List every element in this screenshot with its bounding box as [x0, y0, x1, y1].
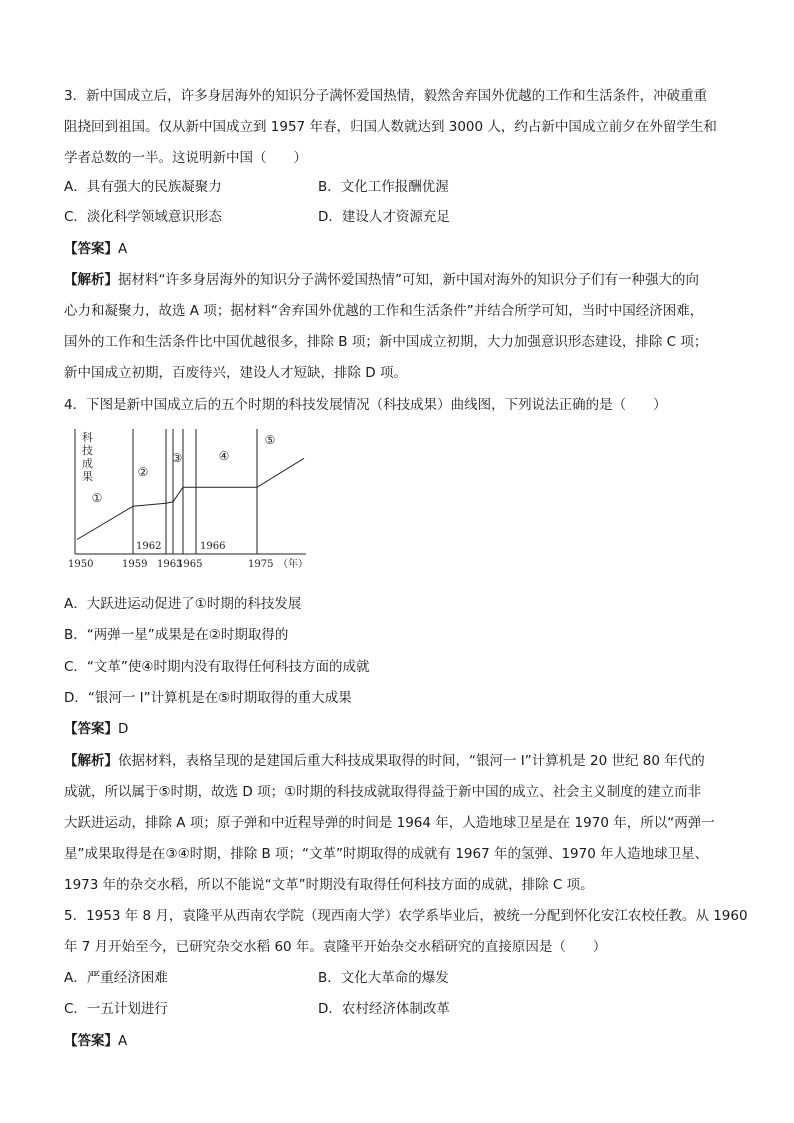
x-tick-1975: 1975 — [248, 559, 274, 570]
q3-analysis-line-4: 新中国成立初期，百废待兴，建设人才短缺，排除 D 项。 — [64, 365, 407, 381]
q4-analysis-line-2: 成就，所以属于⑤时期，故选 D 项；①时期的科技成就取得得益于新中国的成立、社会主义制度的建立而非 — [64, 784, 702, 800]
x-axis-title: （年） — [278, 559, 308, 570]
q4-stem: 4．下图是新中国成立后的五个时期的科技发展情况（科技成果）曲线图，下列说法正确的是（ ） — [64, 397, 667, 413]
q5-option-a: A．严重经济困难 — [64, 970, 168, 986]
answer-label: 【答案】 — [64, 721, 118, 737]
answer-value: D — [118, 721, 129, 737]
x-tick-1959: 1959 — [122, 559, 148, 570]
y-axis-label — [82, 430, 93, 483]
q3-option-a: A．具有强大的民族凝聚力 — [64, 179, 222, 195]
answer-label: 【答案】 — [64, 241, 118, 257]
q5-option-d: D．农村经济体制改革 — [318, 1001, 450, 1017]
q3-stem-line-2: 阻挠回到祖国。仅从新中国成立到 1957 年春，归国人数就达到 3000 人，约占新中国成立前夕在外留学生和 — [64, 119, 717, 135]
q5-stem-line-2: 年 7 月开始至今，已研究杂交水稻 60 年。袁隆平开始杂交水稻研究的直接原因是（ ） — [64, 939, 607, 955]
period-boundaries — [133, 429, 257, 554]
q3-option-b: B．文化工作报酬优渥 — [318, 179, 449, 195]
x-tick-1950: 1950 — [68, 559, 94, 570]
q3-analysis-line-2: 心力和凝聚力，故选 A 项；据材料“舍弃国外优越的工作和生活条件”并结合所学可知，当时中国经济困难， — [64, 303, 704, 319]
q4-option-b: B．“两弹一星”成果是在②时期取得的 — [64, 627, 289, 643]
analysis-label: 【解析】 — [64, 753, 118, 769]
q4-answer — [64, 719, 128, 739]
y-label-char: 果 — [82, 470, 93, 483]
y-label-char: 科 — [82, 431, 93, 444]
q5-option-c: C．一五计划进行 — [64, 1001, 168, 1017]
x-tick-1963: 1963 — [157, 559, 183, 570]
analysis-label: 【解析】 — [64, 272, 118, 288]
q5-option-b: B．文化大革命的爆发 — [318, 970, 449, 986]
q3-analysis-line-3: 国外的工作和生活条件比中国优越很多，排除 B 项；新中国成立初期，大力加强意识形态建设，排除 C 项； — [64, 334, 708, 350]
period-marker-5: ⑤ — [264, 433, 276, 447]
q4-analysis-line-3: 大跃进运动，排除 A 项；原子弹和中近程导弹的时间是 1964 年，人造地球卫星是在 1970 年，所以“两弹一 — [64, 815, 715, 831]
q4-analysis-line-5: 1973 年的杂交水稻，所以不能说“文革”时期没有取得任何科技方面的成就，排除 C 项。 — [64, 877, 594, 893]
inner-label-1966: 1966 — [200, 541, 226, 552]
q4-option-c: C．“文革”使④时期内没有取得任何科技方面的成就 — [64, 659, 370, 675]
x-tick-1965: 1965 — [177, 559, 203, 570]
q3-option-d: D．建设人才资源充足 — [318, 209, 450, 225]
period-marker-2: ② — [137, 465, 149, 479]
period-marker-4: ④ — [218, 449, 230, 463]
inner-label-1962: 1962 — [136, 541, 162, 552]
q3-stem-line-1: 3．新中国成立后，许多身居海外的知识分子满怀爱国热情，毅然舍弃国外优越的工作和生活条件，冲破重重 — [64, 88, 708, 104]
q4-option-a: A．大跃进运动促进了①时期的科技发展 — [64, 596, 302, 612]
answer-value: A — [118, 241, 128, 257]
trend-line — [77, 458, 304, 539]
q5-stem-line-1: 5．1953 年 8 月，袁隆平从西南农学院（现西南大学）农学系毕业后，被统一分配到怀化安江农校任教。从 1960 — [64, 908, 748, 924]
q4-analysis-line-4: 星”成果取得是在③④时期，排除 B 项；“文革”时期取得的成就有 1967 年的氢弹、1970 年人造地球卫星、 — [64, 846, 709, 862]
x-tick-labels — [68, 559, 273, 570]
q3-option-c: C．淡化科学领域意识形态 — [64, 209, 222, 225]
q5-answer — [64, 1031, 127, 1051]
period-marker-3: ③ — [171, 451, 183, 465]
period-marker-1: ① — [91, 491, 103, 505]
y-label-char: 技 — [82, 444, 93, 457]
y-label-char: 成 — [82, 457, 93, 470]
q4-analysis-line-1: 【解析】依据材料，表格呈现的是建国后重大科技成果取得的时间，“银河一 I”计算机是 20 世纪 80 年代的 — [64, 753, 705, 769]
q3-stem-line-3: 学者总数的一半。这说明新中国（ ） — [64, 150, 307, 166]
tech-achievement-chart — [66, 426, 316, 576]
q3-answer — [64, 239, 127, 259]
answer-value: A — [118, 1033, 128, 1049]
q4-option-d: D．“银河一 I”计算机是在⑤时期取得的重大成果 — [64, 690, 352, 706]
q3-analysis-line-1: 【解析】据材料“许多身居海外的知识分子满怀爱国热情”可知，新中国对海外的知识分子们有一种强大的向 — [64, 272, 699, 288]
answer-label: 【答案】 — [64, 1033, 118, 1049]
